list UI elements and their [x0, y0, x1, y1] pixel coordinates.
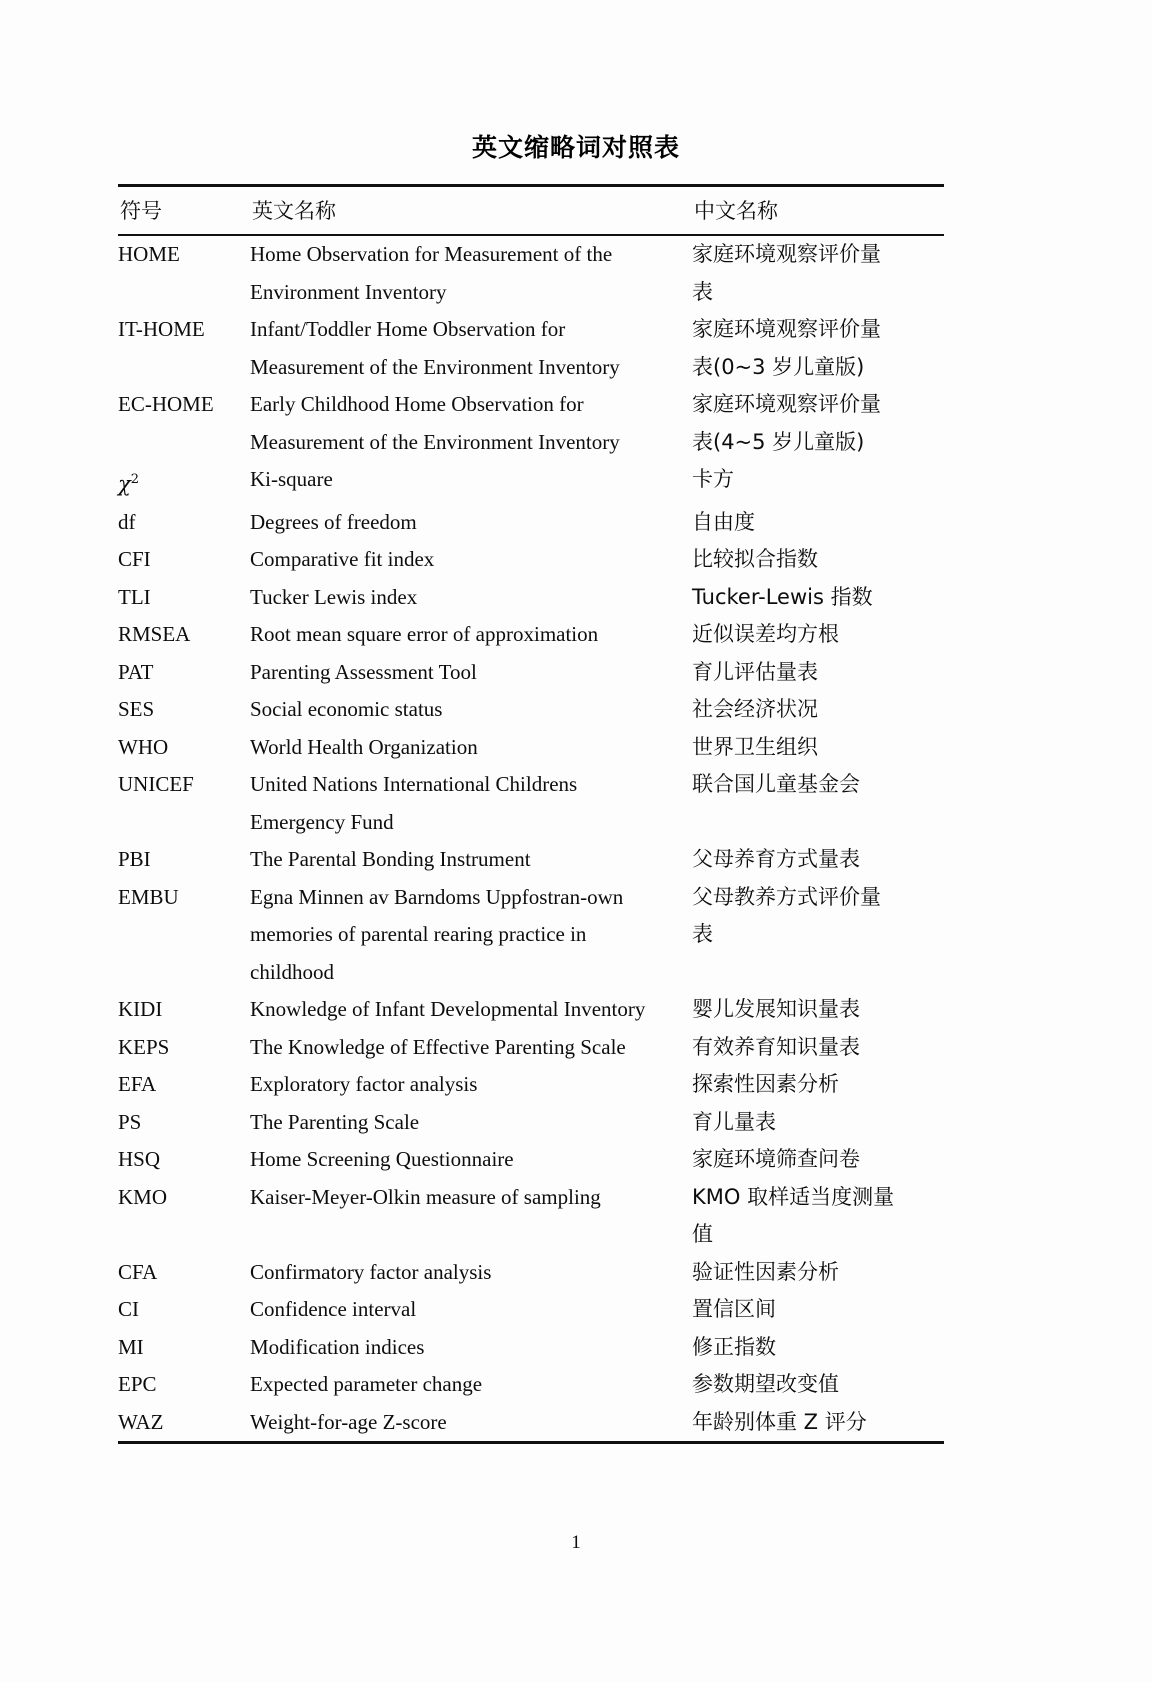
- cell-line: 家庭环境观察评价量: [692, 392, 881, 416]
- cell-line: 有效养育知识量表: [692, 1034, 860, 1059]
- column-header-symbol: 符号: [118, 186, 250, 236]
- cell-symbol: PAT: [118, 659, 154, 684]
- cell-line: Degrees of freedom: [250, 509, 417, 534]
- cell-line: Emergency Fund: [250, 809, 394, 834]
- cell-chinese: [692, 879, 944, 992]
- cell-line: Parenting Assessment Tool: [250, 659, 477, 684]
- cell-line: 父母教养方式评价量: [692, 884, 881, 909]
- cell-chinese: [692, 766, 944, 841]
- cell-line: Social economic status: [250, 697, 443, 721]
- chi-square-symbol: $\chi^2$: [118, 472, 140, 496]
- cell-symbol: EPC: [118, 1372, 157, 1396]
- cell-symbol: IT-HOME: [118, 317, 205, 341]
- table-row: [118, 1254, 944, 1292]
- cell-symbol: CFI: [118, 547, 151, 571]
- cell-english: [250, 1254, 692, 1292]
- abbreviation-table: [118, 184, 944, 1444]
- cell-chinese: [692, 461, 944, 504]
- cell-line: KMO 取样适当度测量: [692, 1184, 895, 1209]
- page-number: 1: [571, 1532, 581, 1553]
- table-row: [118, 1066, 944, 1104]
- table-row: [118, 1141, 944, 1179]
- table-row: [118, 1329, 944, 1367]
- cell-english: [250, 991, 692, 1029]
- cell-english: [250, 841, 692, 879]
- cell-symbol: WHO: [118, 734, 169, 759]
- cell-chinese: [692, 691, 944, 729]
- cell-english: [250, 461, 692, 504]
- cell-line: childhood: [250, 959, 334, 984]
- cell-chinese: [692, 1291, 944, 1329]
- table-row: [118, 541, 944, 579]
- cell-line: 表(4~5 岁儿童版): [692, 429, 865, 454]
- cell-line: United Nations International Childrens: [250, 772, 578, 796]
- cell-line: memories of parental rearing practice in: [250, 922, 587, 946]
- cell-english: [250, 729, 692, 767]
- cell-line: Confirmatory factor analysis: [250, 1259, 492, 1284]
- table-row: [118, 841, 944, 879]
- cell-line: Knowledge of Infant Developmental Inventory: [250, 997, 646, 1021]
- cell-chinese: [692, 1179, 944, 1254]
- cell-line: Root mean square error of approximation: [250, 622, 599, 646]
- cell-english: [250, 504, 692, 542]
- cell-chinese: [692, 1254, 944, 1292]
- cell-line: 自由度: [692, 509, 755, 534]
- cell-symbol: HOME: [118, 242, 180, 266]
- table-row: [118, 1029, 944, 1067]
- cell-line: Environment Inventory: [250, 279, 447, 304]
- cell-english: [250, 1179, 692, 1254]
- cell-chinese: [692, 1366, 944, 1404]
- cell-chinese: [692, 991, 944, 1029]
- cell-chinese: [692, 1104, 944, 1142]
- column-header-english: 英文名称: [250, 186, 692, 236]
- cell-english: [250, 616, 692, 654]
- table-row: [118, 729, 944, 767]
- cell-english: [250, 1329, 692, 1367]
- table-row: [118, 654, 944, 692]
- cell-line: 社会经济状况: [692, 697, 818, 721]
- cell-line: Modification indices: [250, 1334, 425, 1359]
- cell-symbol: KEPS: [118, 1034, 170, 1059]
- cell-line: 婴儿发展知识量表: [692, 997, 860, 1021]
- table-row: [118, 386, 944, 461]
- cell-line: Weight-for-age Z-score: [250, 1409, 447, 1434]
- cell-chinese: [692, 311, 944, 386]
- cell-line: 比较拟合指数: [692, 547, 818, 571]
- cell-english: [250, 1366, 692, 1404]
- cell-chinese: [692, 386, 944, 461]
- cell-symbol: [118, 461, 250, 504]
- cell-symbol: HSQ: [118, 1147, 161, 1171]
- cell-line: Measurement of the Environment Inventory: [250, 429, 620, 454]
- cell-line: 修正指数: [692, 1334, 776, 1359]
- cell-line: Early Childhood Home Observation for: [250, 392, 584, 416]
- cell-symbol: CFA: [118, 1259, 158, 1284]
- table-row: [118, 235, 944, 311]
- cell-english: [250, 1291, 692, 1329]
- table-row: [118, 1179, 944, 1254]
- cell-line: Egna Minnen av Barndoms Uppfostran-own: [250, 884, 624, 909]
- table-row: [118, 579, 944, 617]
- cell-english: [250, 541, 692, 579]
- cell-symbol: EC-HOME: [118, 392, 214, 416]
- table-row: [118, 991, 944, 1029]
- cell-symbol: RMSEA: [118, 622, 191, 646]
- cell-symbol: UNICEF: [118, 772, 194, 796]
- cell-english: [250, 1141, 692, 1179]
- table-header-row: [118, 186, 944, 236]
- table-body: [118, 235, 944, 1443]
- cell-symbol: SES: [118, 697, 155, 721]
- abbreviation-table-container: [118, 184, 944, 1444]
- cell-english: [250, 654, 692, 692]
- cell-line: 卡方: [692, 467, 734, 491]
- cell-chinese: [692, 504, 944, 542]
- cell-line: World Health Organization: [250, 734, 478, 759]
- cell-english: [250, 1104, 692, 1142]
- cell-chinese: [692, 1029, 944, 1067]
- cell-line: 育儿量表: [692, 1109, 776, 1134]
- table-header: [118, 186, 944, 236]
- cell-line: 育儿评估量表: [692, 659, 818, 684]
- cell-line: 参数期望改变值: [692, 1372, 839, 1396]
- table-row: [118, 1291, 944, 1329]
- cell-line: 表: [692, 922, 713, 946]
- cell-line: Tucker-Lewis 指数: [692, 584, 873, 609]
- cell-english: [250, 311, 692, 386]
- cell-line: 家庭环境观察评价量: [692, 242, 881, 266]
- table-row: [118, 766, 944, 841]
- cell-chinese: [692, 541, 944, 579]
- cell-line: 探索性因素分析: [692, 1072, 839, 1096]
- cell-english: [250, 579, 692, 617]
- table-row: [118, 1404, 944, 1443]
- cell-line: The Knowledge of Effective Parenting Scale: [250, 1034, 626, 1059]
- cell-line: 世界卫生组织: [692, 734, 818, 759]
- cell-line: 家庭环境筛查问卷: [692, 1147, 860, 1171]
- cell-chinese: [692, 1141, 944, 1179]
- cell-line: Home Screening Questionnaire: [250, 1147, 514, 1171]
- cell-line: 父母养育方式量表: [692, 847, 860, 871]
- cell-chinese: [692, 579, 944, 617]
- table-row: [118, 616, 944, 654]
- cell-line: Measurement of the Environment Inventory: [250, 354, 620, 379]
- cell-line: Tucker Lewis index: [250, 584, 418, 609]
- table-row: [118, 691, 944, 729]
- cell-chinese: [692, 841, 944, 879]
- cell-line: 验证性因素分析: [692, 1259, 839, 1284]
- page-title: 英文缩略词对照表: [471, 133, 680, 162]
- table-row: [118, 1104, 944, 1142]
- cell-symbol: KMO: [118, 1184, 168, 1209]
- table-row: [118, 1366, 944, 1404]
- cell-line: Comparative fit index: [250, 547, 435, 571]
- cell-line: 年龄别体重 Z 评分: [692, 1409, 867, 1434]
- cell-line: 表: [692, 279, 713, 304]
- cell-symbol: PS: [118, 1109, 142, 1134]
- cell-line: 表(0~3 岁儿童版): [692, 354, 865, 379]
- cell-chinese: [692, 1066, 944, 1104]
- cell-english: [250, 766, 692, 841]
- cell-symbol: TLI: [118, 584, 151, 609]
- cell-symbol: CI: [118, 1297, 139, 1321]
- table-row: [118, 311, 944, 386]
- cell-line: 家庭环境观察评价量: [692, 317, 881, 341]
- cell-chinese: [692, 654, 944, 692]
- cell-symbol: df: [118, 509, 136, 534]
- table-row: [118, 879, 944, 992]
- cell-line: The Parenting Scale: [250, 1109, 420, 1134]
- cell-line: Kaiser-Meyer-Olkin measure of sampling: [250, 1184, 601, 1209]
- column-header-chinese: 中文名称: [692, 186, 944, 236]
- cell-chinese: [692, 616, 944, 654]
- table-row: [118, 461, 944, 504]
- cell-english: [250, 235, 692, 311]
- cell-line: Ki-square: [250, 467, 333, 491]
- cell-chinese: [692, 1329, 944, 1367]
- cell-symbol: EFA: [118, 1072, 157, 1096]
- cell-chinese: [692, 235, 944, 311]
- cell-symbol: KIDI: [118, 997, 163, 1021]
- cell-chinese: [692, 729, 944, 767]
- cell-line: Confidence interval: [250, 1297, 417, 1321]
- cell-line: Exploratory factor analysis: [250, 1072, 478, 1096]
- cell-english: [250, 1066, 692, 1104]
- cell-symbol: MI: [118, 1334, 144, 1359]
- cell-english: [250, 1404, 692, 1443]
- table-row: [118, 504, 944, 542]
- cell-english: [250, 879, 692, 992]
- cell-symbol: PBI: [118, 847, 151, 871]
- cell-line: Infant/Toddler Home Observation for: [250, 317, 566, 341]
- cell-line: 值: [692, 1222, 713, 1246]
- cell-line: Home Observation for Measurement of the: [250, 242, 613, 266]
- cell-line: 置信区间: [692, 1297, 776, 1321]
- cell-symbol: WAZ: [118, 1404, 250, 1443]
- cell-chinese: [692, 1404, 944, 1443]
- cell-english: [250, 1029, 692, 1067]
- cell-line: 联合国儿童基金会: [692, 772, 860, 796]
- cell-symbol: EMBU: [118, 884, 179, 909]
- cell-line: Expected parameter change: [250, 1372, 483, 1396]
- cell-english: [250, 386, 692, 461]
- cell-line: The Parental Bonding Instrument: [250, 847, 531, 871]
- cell-line: 近似误差均方根: [692, 622, 839, 646]
- cell-english: [250, 691, 692, 729]
